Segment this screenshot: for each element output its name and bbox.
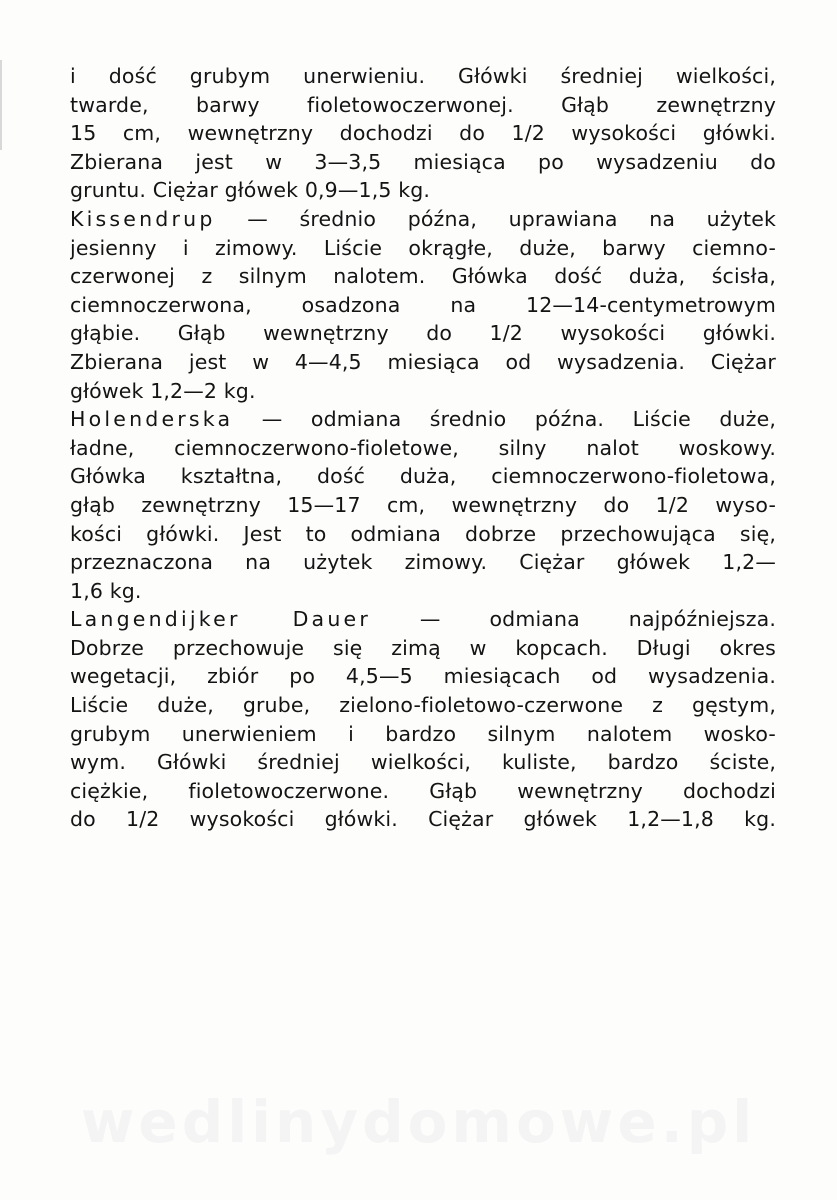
text-line — [70, 491, 776, 520]
line-text: — odmiana średnio późna. Liście duże, — [233, 407, 776, 432]
line-text: przeznaczona na użytek zimowy. Ciężar główek 1,2— — [70, 550, 776, 575]
line-text: — odmiana najpóźniejsza. — [370, 607, 776, 632]
variety-name: Kissendrup — [70, 206, 216, 231]
line-text: 15 cm, wewnętrzny dochodzi do 1/2 wysokości główki. — [70, 121, 776, 146]
line-text: gruntu. Ciężar główek 0,9—1,5 kg. — [70, 178, 431, 203]
text-line — [70, 262, 776, 291]
text-line — [70, 605, 776, 634]
text-line — [70, 805, 776, 834]
text-line — [70, 691, 776, 720]
line-text: główek 1,2—2 kg. — [70, 378, 256, 403]
text-line — [70, 176, 776, 205]
page-edge-shadow — [0, 60, 2, 150]
line-text: do 1/2 wysokości główki. Ciężar główek 1,2—1,8 kg. — [70, 807, 776, 832]
text-line — [70, 720, 776, 749]
line-text: ciężkie, fioletowoczerwone. Głąb wewnętrzny dochodzi — [70, 778, 776, 803]
line-text: jesienny i zimowy. Liście okrągłe, duże, barwy ciemno- — [70, 235, 776, 260]
text-line — [70, 520, 776, 549]
paragraph — [70, 405, 776, 605]
line-text: ciemnoczerwona, osadzona na 12—14-centymetrowym — [70, 292, 776, 317]
text-line — [70, 577, 776, 606]
line-text: ładne, ciemnoczerwono-fioletowe, silny nalot woskowy. — [70, 435, 776, 460]
line-text: 1,6 kg. — [70, 578, 142, 603]
line-text: Liście duże, grube, zielono-fioletowo-czerwone z gęstym, — [70, 693, 776, 718]
text-line — [70, 434, 776, 463]
line-text: Zbierana jest w 3—3,5 miesiąca po wysadzeniu do — [70, 149, 776, 174]
line-text: i dość grubym unerwieniu. Główki średniej wielkości, — [70, 64, 776, 88]
variety-name: Langendijker Dauer — [70, 607, 371, 632]
text-line — [70, 348, 776, 377]
line-text: wegetacji, zbiór po 4,5—5 miesiącach od wysadzenia. — [70, 664, 776, 689]
paragraph — [70, 605, 776, 834]
text-line — [70, 634, 776, 663]
variety-name: Holenderska — [70, 407, 234, 432]
line-text: — średnio późna, uprawiana na użytek — [215, 206, 776, 231]
watermark: wedlinydomowe.pl — [80, 1088, 757, 1156]
line-text: Zbierana jest w 4—4,5 miesiąca od wysadzenia. Ciężar — [70, 349, 776, 374]
paragraph — [70, 205, 776, 405]
text-line — [70, 291, 776, 320]
text-line — [70, 91, 776, 120]
line-text: głąbie. Głąb wewnętrzny do 1/2 wysokości główki. — [70, 321, 776, 346]
text-line — [70, 234, 776, 263]
line-text: głąb zewnętrzny 15—17 cm, wewnętrzny do 1/2 wyso- — [70, 492, 776, 517]
text-line — [70, 548, 776, 577]
paragraph — [70, 62, 776, 205]
text-line — [70, 777, 776, 806]
text-line — [70, 748, 776, 777]
text-line — [70, 377, 776, 406]
body-text — [70, 62, 776, 834]
text-line — [70, 319, 776, 348]
line-text: kości główki. Jest to odmiana dobrze przechowująca się, — [70, 521, 776, 546]
text-line — [70, 148, 776, 177]
text-line — [70, 462, 776, 491]
text-line — [70, 62, 776, 91]
text-line — [70, 205, 776, 234]
line-text: Główka kształtna, dość duża, ciemnoczerwono-fioletowa, — [70, 464, 776, 489]
line-text: twarde, barwy fioletowoczerwonej. Głąb zewnętrzny — [70, 92, 776, 117]
text-line — [70, 119, 776, 148]
line-text: grubym unerwieniem i bardzo silnym nalotem wosko- — [70, 721, 776, 746]
text-line — [70, 662, 776, 691]
line-text: wym. Główki średniej wielkości, kuliste, bardzo ściste, — [70, 750, 776, 775]
line-text: Dobrze przechowuje się zimą w kopcach. Długi okres — [70, 635, 776, 660]
text-line — [70, 405, 776, 434]
line-text: czerwonej z silnym nalotem. Główka dość duża, ścisła, — [70, 264, 776, 289]
